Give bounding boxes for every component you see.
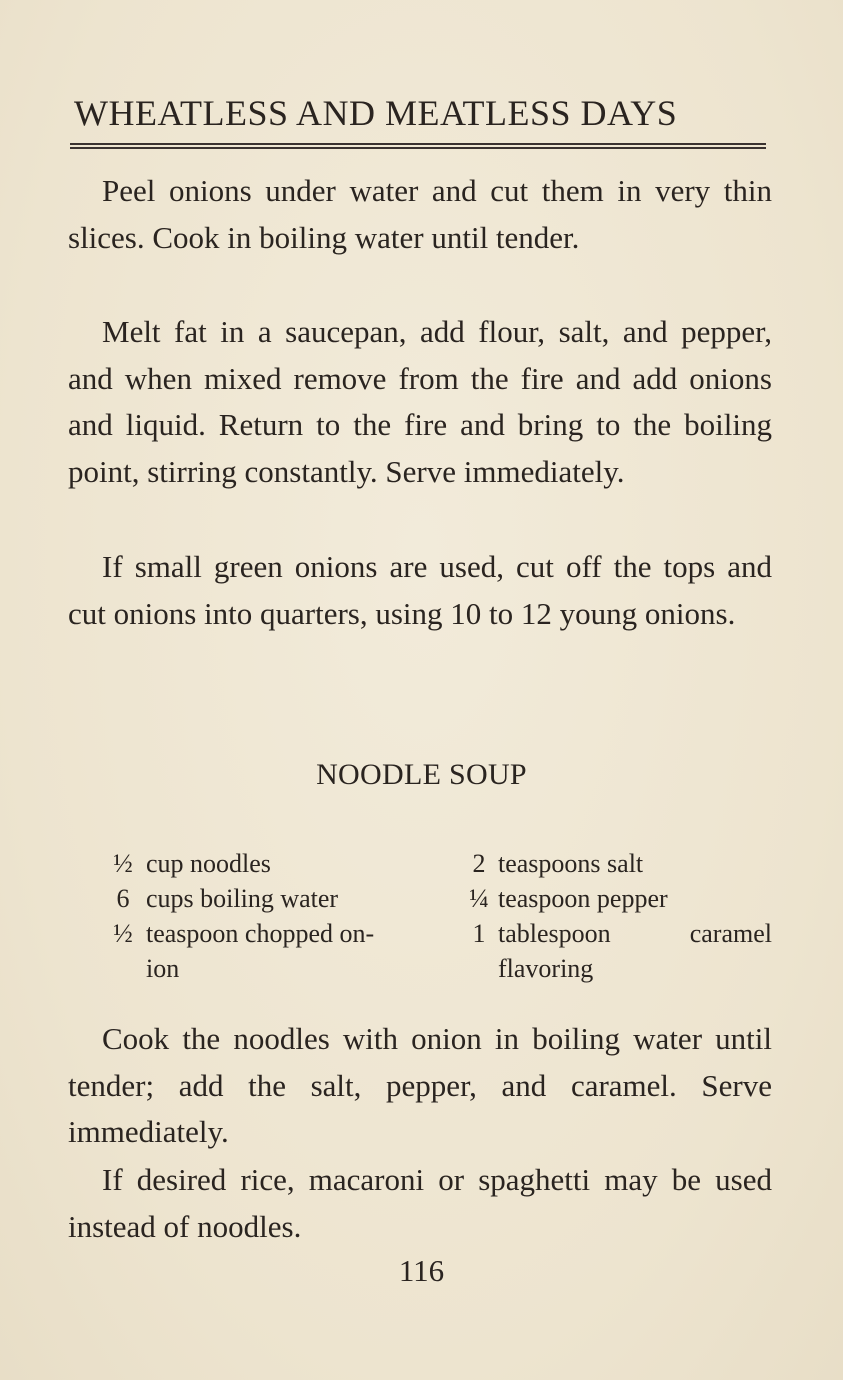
ingredient-qty: 2 <box>472 849 486 878</box>
ingredient-qty: ½ <box>113 849 133 878</box>
ingredient-qty: 1 <box>472 919 486 948</box>
ingredient-item: teaspoon chopped on- <box>146 919 375 948</box>
ingredient-item: teaspoons salt <box>498 849 644 878</box>
recipe-title: NOODLE SOUP <box>316 758 527 791</box>
ingredient-row <box>100 846 430 881</box>
ingredient-row <box>460 916 772 951</box>
ingredient-row <box>460 881 772 916</box>
ingredient-row <box>460 846 772 881</box>
paragraph-text: Peel onions under water and cut them in very thin slices. Cook in boiling water until tender. <box>68 173 772 255</box>
paragraph-text: If small green onions are used, cut off the tops and cut onions into quarters, using 10 to 12 young onions. <box>68 549 772 631</box>
paragraph-substitutes <box>68 1157 772 1250</box>
ingredient-qty: 6 <box>116 884 130 913</box>
ingredient-continuation: ion <box>146 954 180 983</box>
header-double-rule <box>70 143 766 149</box>
ingredient-row <box>100 916 430 951</box>
paragraph-text: Melt fat in a saucepan, add flour, salt, and pepper, and when mixed remove from the fire and add onions and liquid. Return to the fire and bring to the boiling point, stirring constantly. Serve immediately. <box>68 314 772 489</box>
ingredient-item: teaspoon pepper <box>498 884 668 913</box>
ingredients-right-column <box>460 846 772 986</box>
ingredients-left-column <box>100 846 430 986</box>
running-head: WHEATLESS AND MEATLESS DAYS <box>74 93 678 133</box>
ingredient-item: cup noodles <box>146 849 271 878</box>
paragraph-text: If desired rice, macaroni or spaghetti may be used instead of noodles. <box>68 1162 772 1244</box>
ingredient-item: tablespoon caramel <box>498 919 772 948</box>
paragraph-green-onions <box>68 544 772 637</box>
ingredient-continuation: flavoring <box>498 954 594 983</box>
paragraph-peel-onions <box>68 168 772 261</box>
ingredient-qty: ½ <box>113 919 133 948</box>
ingredients-list <box>100 846 772 996</box>
ingredient-row <box>100 881 430 916</box>
page-number: 116 <box>398 1253 445 1288</box>
ingredient-qty: ¼ <box>469 884 489 913</box>
paragraph-cook-noodles <box>68 1016 772 1156</box>
paragraph-text: Cook the noodles with onion in boiling water until tender; add the salt, pepper, and caramel. Serve immediately. <box>68 1021 772 1149</box>
paragraph-melt-fat <box>68 309 772 495</box>
ingredient-item: cups boiling water <box>146 884 339 913</box>
